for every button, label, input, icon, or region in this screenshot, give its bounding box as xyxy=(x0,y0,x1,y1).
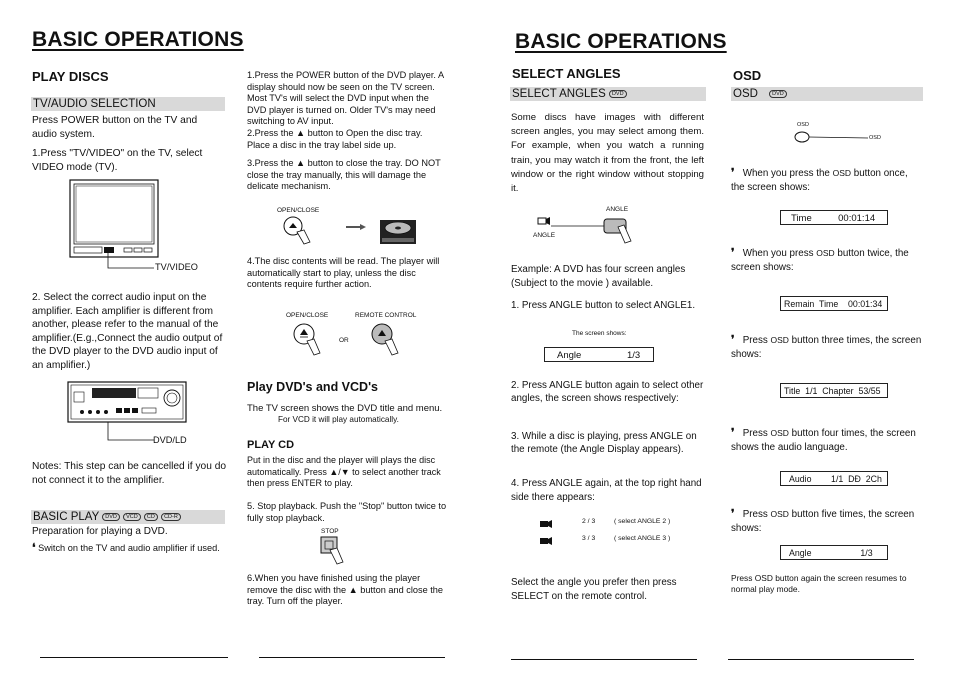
bullet-icon: ❜ xyxy=(731,247,735,259)
osd-item-3-text: ❜ Press OSD button three times, the screen shows: xyxy=(731,334,922,360)
angle-row-note: ( select ANGLE 2 ) xyxy=(614,518,671,525)
footer-rule-4 xyxy=(728,659,914,660)
select-angles-heading: SELECT ANGLES xyxy=(512,66,621,81)
step1-text: 1.Press "TV/VIDEO" on the TV, select VIDEO mode (TV). xyxy=(32,148,203,173)
osd-item-4-text: ❜ Press OSD button four times, the screen shows the audio language. xyxy=(731,427,916,453)
disc-tag-cd: CD xyxy=(144,513,158,521)
angle-row-value: 3 / 3 xyxy=(582,535,596,542)
disc-tray-illustration xyxy=(282,214,422,252)
osd-small-label-2: OSD xyxy=(869,135,881,141)
r5-text: 5. Stop playback. Push the "Stop" button twice to fully stop playback. xyxy=(247,501,447,523)
angle-row-value: 2 / 3 xyxy=(582,518,596,525)
open-close-label-2: OPEN/CLOSE xyxy=(286,312,329,319)
stop-label: STOP xyxy=(321,528,339,535)
disc-tag-dvd: DVD xyxy=(102,513,120,521)
tv-intro-text: Press POWER button on the TV and audio system. xyxy=(32,115,198,140)
osd-item-5-text: ❜ Press OSD button five times, the screen shows: xyxy=(731,508,915,534)
s4-text: 4. Press ANGLE again, at the top right hand side there appears: xyxy=(511,478,702,503)
notes-text: Notes: This step can be cancelled if you do not connect it to the amplifier. xyxy=(32,461,227,486)
play-cd-text: Put in the disc and the player will plays the disc automatically. Press ▲/▼ to select another track then press ENTER to play. xyxy=(247,455,441,488)
bullet-icon: ❜ xyxy=(731,427,735,439)
osd-audio-box: Audio 1/1 DĐ 2Ch xyxy=(780,471,888,486)
tv-illustration xyxy=(70,180,200,275)
footer-rule-2 xyxy=(259,657,445,658)
angle-button-illustration xyxy=(534,213,634,251)
disc-tag-vcd: VCD xyxy=(123,513,141,521)
r2-text: 2.Press the ▲ button to Open the disc tray. Place a disc in the tray label side up. xyxy=(247,128,423,150)
osd-angle-box: Angle 1/3 xyxy=(780,545,888,560)
open-close-label: OPEN/CLOSE xyxy=(277,207,320,214)
page2-title: BASIC OPERATIONS xyxy=(515,30,727,53)
angle-icon-label: ANGLE xyxy=(533,232,556,239)
r1-text: 1.Press the POWER button of the DVD player. A display should now be seen on the TV screen. Most TV's will select the DVD input when the DVD player is turned on. Older TV's may need switching to AV input. xyxy=(247,70,444,126)
page1-title: BASIC OPERATIONS xyxy=(32,28,244,51)
osd-title-box: Title 1/1 Chapter 53/55 xyxy=(780,383,888,398)
bullet-icon: ❜ xyxy=(731,508,735,520)
basic-play-label: BASIC PLAY xyxy=(33,511,100,523)
dvdld-label: DVD/LD xyxy=(153,435,187,445)
r4-text: 4.The disc contents will be read. The player will automatically start to play, unless the disc contents require further action. xyxy=(247,256,440,289)
screen-shows-label: The screen shows: xyxy=(572,330,627,337)
angle-row-2 xyxy=(540,535,710,547)
or-label: OR xyxy=(339,337,349,344)
basic-play-bar xyxy=(31,510,225,524)
bullet-switch-row xyxy=(32,543,232,555)
osd-heading: OSD xyxy=(733,68,762,83)
stop-button-illustration xyxy=(320,536,350,570)
osd-item-2-text: ❜ When you press OSD button twice, the screen shows: xyxy=(731,247,909,273)
bullet-icon: ❛ xyxy=(32,542,36,554)
example-text: Example: A DVD has four screen angles (Subject to the movie ) available. xyxy=(511,264,686,289)
osd-item-1-text: ❜ When you press the OSD button once, the screen shows: xyxy=(731,167,908,193)
bullet-icon: ❜ xyxy=(731,334,735,346)
select-angles-bar xyxy=(510,87,706,101)
camera-icon xyxy=(540,535,554,545)
prep-text: Preparation for playing a DVD. xyxy=(32,526,168,537)
osd-small-label-1: OSD xyxy=(797,122,809,128)
disc-tag-cdr: CD-R xyxy=(161,513,181,521)
open-close-buttons-illustration xyxy=(292,321,402,361)
footer-rule-1 xyxy=(40,657,228,658)
angle-button-label: ANGLE xyxy=(606,206,629,213)
osd-bar-label: OSD xyxy=(733,88,758,100)
angle-display-box xyxy=(544,347,654,362)
angle-row-1 xyxy=(540,518,710,530)
play-dvd-heading: Play DVD's and VCD's xyxy=(247,380,378,394)
osd-button-illustration xyxy=(794,128,874,148)
dvd-tag: DVD xyxy=(609,90,627,98)
select-prefer-text: Select the angle you prefer then press SELECT on the remote control. xyxy=(511,577,677,602)
play-discs-heading: PLAY DISCS xyxy=(32,69,109,84)
angle-row-note: ( select ANGLE 3 ) xyxy=(614,535,671,542)
play-vcd-text: For VCD it will play automatically. xyxy=(278,415,399,424)
bullet-icon: ❜ xyxy=(731,167,735,179)
s2-text: 2. Press ANGLE button again to select other angles, the screen shows respectively: xyxy=(511,380,704,404)
s1-text: 1. Press ANGLE button to select ANGLE1. xyxy=(511,300,696,311)
osd-bar xyxy=(731,87,923,101)
play-cd-heading: PLAY CD xyxy=(247,439,295,451)
remote-control-label: REMOTE CONTROL xyxy=(355,312,417,319)
camera-icon xyxy=(540,518,554,528)
play-dvd-text: The TV screen shows the DVD title and menu. xyxy=(247,403,443,414)
step2-text: 2. Select the correct audio input on the amplifier. Each amplifier is different from another, please refer to the manual of the amplifier.(E.g.,Connect the audio output of the DVD player to the DVD audio input of an amplifier.) xyxy=(32,292,223,371)
osd-final-text: Press OSD button again the screen resumes to normal play mode. xyxy=(731,573,907,594)
angle-box-value: 1/3 xyxy=(627,350,641,361)
select-angles-bar-label: SELECT ANGLES xyxy=(512,88,606,100)
angle-box-label: Angle xyxy=(557,350,582,361)
r3-text: 3.Press the ▲ button to close the tray. DO NOT close the tray manually, this will damage the delicate mechanism. xyxy=(247,158,441,191)
osd-remain-box: Remain Time 00:01:34 xyxy=(780,296,888,311)
osd-time-box: Time 00:01:14 xyxy=(780,210,888,225)
osd-dvd-tag: DVD xyxy=(769,90,787,98)
r6-text: 6.When you have finished using the player remove the disc with the ▲ button and close the tray. Turn off the player. xyxy=(247,573,444,606)
footer-rule-3 xyxy=(511,659,697,660)
tvvideo-label: TV/VIDEO xyxy=(155,262,198,272)
angles-intro: Some discs have images with different screen angles, you may select among them. For example, when you watch a running train, you may watch it from the front, the left window or the right window without stopping it. xyxy=(511,112,704,195)
tv-audio-bar: TV/AUDIO SELECTION xyxy=(31,97,225,111)
s3-text: 3. While a disc is playing, press ANGLE on the remote (the Angle Display appears). xyxy=(511,431,697,455)
bullet-switch-text: Switch on the TV and audio amplifier if used. xyxy=(38,543,220,553)
